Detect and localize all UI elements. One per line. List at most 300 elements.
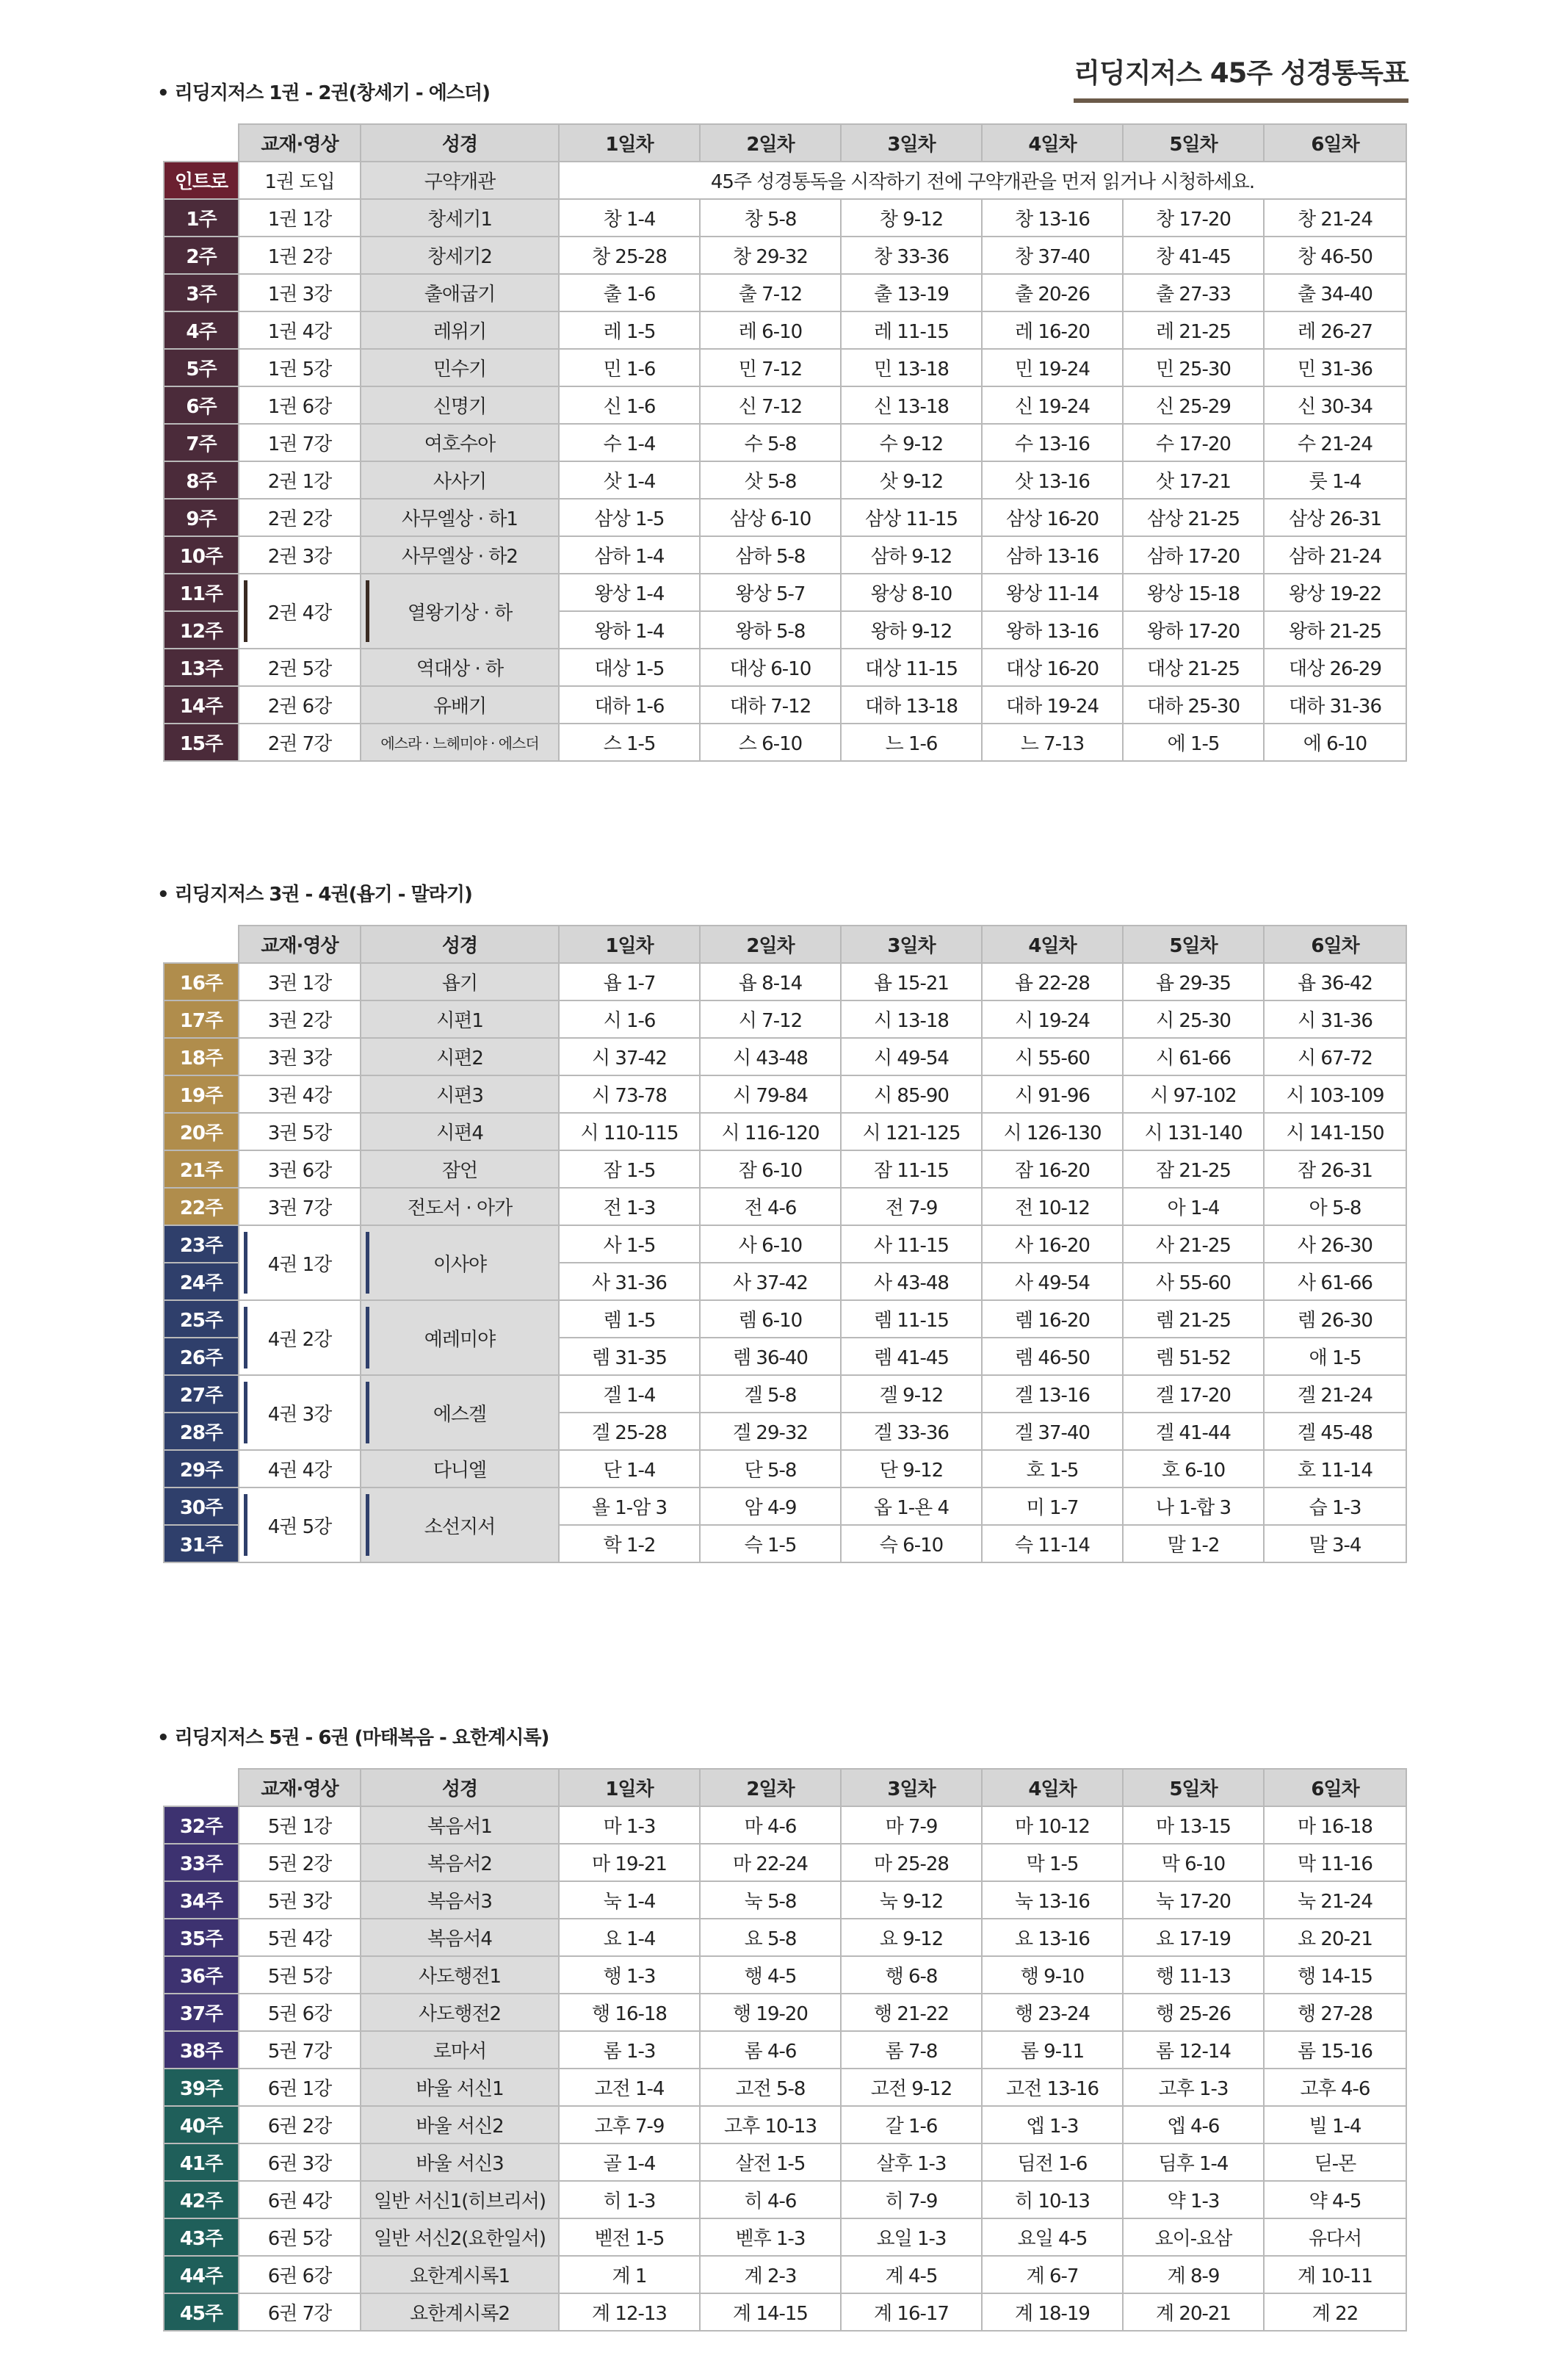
- table-row: [164, 1113, 1406, 1150]
- day-reading-4: 시 91-96: [982, 1075, 1123, 1113]
- lesson-text: 4권 2강: [267, 1328, 332, 1351]
- day-reading-6: 창 21-24: [1264, 199, 1406, 237]
- bible-cell: [361, 2256, 559, 2293]
- day-reading-1: 렘 31-35: [559, 1338, 700, 1375]
- week-label: 44주: [164, 2256, 239, 2293]
- day-reading-4: 느 7-13: [982, 724, 1123, 761]
- day-reading-4: 막 1-5: [982, 1844, 1123, 1881]
- day-reading-4: 출 20-26: [982, 274, 1123, 311]
- bible-cell: [361, 1450, 559, 1488]
- day-reading-5: 호 6-10: [1123, 1450, 1264, 1488]
- day-reading-4: 신 19-24: [982, 386, 1123, 424]
- day-reading-1: 마 19-21: [559, 1844, 700, 1881]
- day-reading-1: 창 1-4: [559, 199, 700, 237]
- day-reading-3: 삿 9-12: [841, 461, 982, 499]
- day-reading-5: 요이-요삼: [1123, 2218, 1264, 2256]
- column-header: 5일차: [1123, 1769, 1264, 1806]
- table-row: [164, 574, 1406, 611]
- title-underline: [1074, 98, 1408, 103]
- header-row: [164, 124, 1406, 162]
- column-header: 2일차: [700, 124, 841, 162]
- day-reading-4: 시 126-130: [982, 1113, 1123, 1150]
- day-reading-5: 대상 21-25: [1123, 649, 1264, 686]
- day-reading-6: 잠 26-31: [1264, 1150, 1406, 1188]
- day-reading-1: 사 1-5: [559, 1225, 700, 1263]
- lesson-text: 3권 5강: [267, 1122, 332, 1144]
- table-row: [164, 1919, 1406, 1956]
- day-reading-2: 겔 5-8: [700, 1375, 841, 1413]
- day-reading-5: 시 131-140: [1123, 1113, 1264, 1150]
- bible-text: 다니엘: [433, 1460, 487, 1482]
- day-reading-1: 눅 1-4: [559, 1881, 700, 1919]
- day-reading-6: 호 11-14: [1264, 1450, 1406, 1488]
- day-reading-5: 마 13-15: [1123, 1806, 1264, 1844]
- day-reading-3: 신 13-18: [841, 386, 982, 424]
- bible-text: 시편3: [436, 1085, 483, 1107]
- day-reading-4: 창 13-16: [982, 199, 1123, 237]
- day-reading-5: 출 27-33: [1123, 274, 1264, 311]
- bible-text: 요한계시록1: [409, 2265, 510, 2287]
- merge-marker: [244, 580, 247, 642]
- week-label: 7주: [164, 424, 239, 461]
- table-row: [164, 2106, 1406, 2143]
- bible-text: 일반 서신2(요한일서): [373, 2228, 546, 2250]
- day-reading-5: 아 1-4: [1123, 1188, 1264, 1225]
- table-row: [164, 1375, 1406, 1413]
- day-reading-2: 욥 8-14: [700, 963, 841, 1000]
- lesson-cell: [239, 1919, 361, 1956]
- lesson-text: 3권 7강: [267, 1197, 332, 1219]
- column-header: 1일차: [559, 926, 700, 963]
- bible-text: 창세기1: [427, 209, 492, 231]
- day-reading-6: 요 20-21: [1264, 1919, 1406, 1956]
- day-reading-5: 창 41-45: [1123, 237, 1264, 274]
- week-label: 36주: [164, 1956, 239, 1994]
- week-label: 5주: [164, 349, 239, 386]
- table-row: [164, 1956, 1406, 1994]
- column-header: 4일차: [982, 926, 1123, 963]
- day-reading-6: 아 5-8: [1264, 1188, 1406, 1225]
- day-reading-1: 창 25-28: [559, 237, 700, 274]
- day-reading-3: 창 33-36: [841, 237, 982, 274]
- day-reading-6: 약 4-5: [1264, 2181, 1406, 2218]
- column-header: 6일차: [1264, 926, 1406, 963]
- week-label: 31주: [164, 1525, 239, 1562]
- day-reading-1: 행 1-3: [559, 1956, 700, 1994]
- day-reading-6: 신 30-34: [1264, 386, 1406, 424]
- day-reading-3: 시 85-90: [841, 1075, 982, 1113]
- week-label: 30주: [164, 1488, 239, 1525]
- lesson-text: 1권 6강: [267, 396, 332, 418]
- day-reading-2: 계 14-15: [700, 2293, 841, 2331]
- day-reading-1: 대상 1-5: [559, 649, 700, 686]
- day-reading-6: 애 1-5: [1264, 1338, 1406, 1375]
- day-reading-2: 신 7-12: [700, 386, 841, 424]
- day-reading-2: 계 2-3: [700, 2256, 841, 2293]
- day-reading-2: 삼하 5-8: [700, 536, 841, 574]
- day-reading-1: 왕상 1-4: [559, 574, 700, 611]
- day-reading-2: 대상 6-10: [700, 649, 841, 686]
- bible-cell: [361, 686, 559, 724]
- bible-cell: [361, 162, 559, 199]
- day-reading-5: 에 1-5: [1123, 724, 1264, 761]
- day-reading-5: 창 17-20: [1123, 199, 1264, 237]
- table-row: [164, 1844, 1406, 1881]
- week-label: 15주: [164, 724, 239, 761]
- day-reading-5: 나 1-합 3: [1123, 1488, 1264, 1525]
- day-reading-6: 겔 21-24: [1264, 1375, 1406, 1413]
- column-header: 2일차: [700, 1769, 841, 1806]
- day-reading-3: 삼하 9-12: [841, 536, 982, 574]
- table-row: [164, 499, 1406, 536]
- bible-text: 예레미야: [424, 1328, 496, 1351]
- week-label: 9주: [164, 499, 239, 536]
- lesson-cell: [239, 349, 361, 386]
- bible-cell: [361, 1075, 559, 1113]
- day-reading-6: 딛-몬: [1264, 2143, 1406, 2181]
- day-reading-3: 요일 1-3: [841, 2218, 982, 2256]
- day-reading-2: 시 79-84: [700, 1075, 841, 1113]
- day-reading-6: 삼하 21-24: [1264, 536, 1406, 574]
- day-reading-4: 시 19-24: [982, 1000, 1123, 1038]
- lesson-text: 1권 3강: [267, 284, 332, 306]
- day-reading-1: 신 1-6: [559, 386, 700, 424]
- day-reading-6: 유다서: [1264, 2218, 1406, 2256]
- week-label: 39주: [164, 2069, 239, 2106]
- reading-table-books-1-2: [163, 123, 1407, 762]
- bible-cell: [361, 1150, 559, 1188]
- day-reading-4: 삼하 13-16: [982, 536, 1123, 574]
- bible-text: 유배기: [433, 696, 487, 718]
- day-reading-1: 학 1-2: [559, 1525, 700, 1562]
- lesson-cell: [239, 311, 361, 349]
- lesson-cell: [239, 2143, 361, 2181]
- document-title: 리딩지저스 45주 성경통독표: [1074, 57, 1408, 89]
- day-reading-4: 눅 13-16: [982, 1881, 1123, 1919]
- day-reading-1: 출 1-6: [559, 274, 700, 311]
- lesson-text: 4권 1강: [267, 1253, 332, 1276]
- bible-text: 복음서2: [427, 1853, 492, 1875]
- bible-cell: [361, 311, 559, 349]
- week-label: 45주: [164, 2293, 239, 2331]
- table-row: [164, 2181, 1406, 2218]
- table-row: [164, 162, 1406, 199]
- day-reading-3: 슥 6-10: [841, 1525, 982, 1562]
- day-reading-3: 시 49-54: [841, 1038, 982, 1075]
- bible-cell: [361, 461, 559, 499]
- day-reading-2: 민 7-12: [700, 349, 841, 386]
- day-reading-5: 고후 1-3: [1123, 2069, 1264, 2106]
- day-reading-1: 겔 1-4: [559, 1375, 700, 1413]
- day-reading-6: 말 3-4: [1264, 1525, 1406, 1562]
- day-reading-6: 왕상 19-22: [1264, 574, 1406, 611]
- intro-notice: 45주 성경통독을 시작하기 전에 구약개관을 먼저 읽거나 시청하세요.: [559, 162, 1406, 199]
- lesson-text: 5권 4강: [267, 1928, 332, 1950]
- table-row: [164, 2069, 1406, 2106]
- day-reading-4: 대상 16-20: [982, 649, 1123, 686]
- bible-text: 사무엘상 · 하2: [402, 546, 518, 568]
- day-reading-2: 마 22-24: [700, 1844, 841, 1881]
- lesson-text: 6권 5강: [267, 2228, 332, 2250]
- column-header: 성경: [361, 124, 559, 162]
- lesson-cell: [239, 2218, 361, 2256]
- day-reading-1: 고전 1-4: [559, 2069, 700, 2106]
- week-label: 34주: [164, 1881, 239, 1919]
- bible-text: 사도행전2: [418, 2003, 501, 2025]
- day-reading-4: 삼상 16-20: [982, 499, 1123, 536]
- day-reading-6: 계 22: [1264, 2293, 1406, 2331]
- day-reading-3: 대상 11-15: [841, 649, 982, 686]
- week-label: 14주: [164, 686, 239, 724]
- bible-text: 바울 서신3: [416, 2153, 504, 2175]
- bible-cell: [361, 1225, 559, 1300]
- day-reading-2: 창 5-8: [700, 199, 841, 237]
- day-reading-4: 딤전 1-6: [982, 2143, 1123, 2181]
- day-reading-1: 전 1-3: [559, 1188, 700, 1225]
- lesson-cell: [239, 1225, 361, 1300]
- lesson-cell: [239, 424, 361, 461]
- day-reading-3: 왕상 8-10: [841, 574, 982, 611]
- week-label: 23주: [164, 1225, 239, 1263]
- day-reading-3: 욥 15-21: [841, 963, 982, 1000]
- table-row: [164, 686, 1406, 724]
- column-header: 성경: [361, 1769, 559, 1806]
- day-reading-5: 렘 21-25: [1123, 1300, 1264, 1338]
- day-reading-5: 약 1-3: [1123, 2181, 1264, 2218]
- day-reading-3: 렘 11-15: [841, 1300, 982, 1338]
- day-reading-3: 느 1-6: [841, 724, 982, 761]
- bible-cell: [361, 1188, 559, 1225]
- table-row: [164, 1075, 1406, 1113]
- week-label: 35주: [164, 1919, 239, 1956]
- day-reading-2: 시 7-12: [700, 1000, 841, 1038]
- day-reading-4: 히 10-13: [982, 2181, 1123, 2218]
- day-reading-4: 대하 19-24: [982, 686, 1123, 724]
- lesson-text: 4권 3강: [267, 1403, 332, 1426]
- header-row: [164, 1769, 1406, 1806]
- bible-cell: [361, 1844, 559, 1881]
- table-row: [164, 386, 1406, 424]
- day-reading-3: 고전 9-12: [841, 2069, 982, 2106]
- day-reading-4: 삿 13-16: [982, 461, 1123, 499]
- bible-text: 여호수아: [424, 433, 496, 455]
- day-reading-5: 시 61-66: [1123, 1038, 1264, 1075]
- lesson-text: 1권 1강: [267, 209, 332, 231]
- bible-cell: [361, 1994, 559, 2031]
- bible-cell: [361, 274, 559, 311]
- day-reading-6: 시 67-72: [1264, 1038, 1406, 1075]
- bible-cell: [361, 1300, 559, 1375]
- day-reading-2: 렘 36-40: [700, 1338, 841, 1375]
- lesson-text: 2권 4강: [267, 602, 332, 624]
- week-label: 10주: [164, 536, 239, 574]
- lesson-cell: [239, 1000, 361, 1038]
- day-reading-4: 왕하 13-16: [982, 611, 1123, 649]
- lesson-text: 5권 6강: [267, 2003, 332, 2025]
- lesson-cell: [239, 649, 361, 686]
- merge-marker: [244, 1494, 247, 1556]
- table-row: [164, 1038, 1406, 1075]
- week-label: 41주: [164, 2143, 239, 2181]
- lesson-text: 1권 7강: [267, 433, 332, 455]
- day-reading-5: 행 11-13: [1123, 1956, 1264, 1994]
- day-reading-1: 욥 1-7: [559, 963, 700, 1000]
- bible-cell: [361, 963, 559, 1000]
- day-reading-1: 삿 1-4: [559, 461, 700, 499]
- lesson-text: 3권 1강: [267, 973, 332, 995]
- bible-text: 시편1: [436, 1010, 483, 1032]
- lesson-cell: [239, 1806, 361, 1844]
- bible-cell: [361, 2069, 559, 2106]
- day-reading-6: 왕하 21-25: [1264, 611, 1406, 649]
- day-reading-3: 왕하 9-12: [841, 611, 982, 649]
- day-reading-2: 삼상 6-10: [700, 499, 841, 536]
- bible-text: 바울 서신1: [416, 2078, 504, 2100]
- lesson-cell: [239, 386, 361, 424]
- day-reading-2: 요 5-8: [700, 1919, 841, 1956]
- table-row: [164, 649, 1406, 686]
- bible-cell: [361, 1806, 559, 1844]
- day-reading-2: 롬 4-6: [700, 2031, 841, 2069]
- day-reading-5: 왕상 15-18: [1123, 574, 1264, 611]
- day-reading-4: 잠 16-20: [982, 1150, 1123, 1188]
- day-reading-3: 행 21-22: [841, 1994, 982, 2031]
- bible-text: 열왕기상 · 하: [407, 602, 513, 624]
- bible-cell: [361, 2181, 559, 2218]
- day-reading-5: 수 17-20: [1123, 424, 1264, 461]
- lesson-cell: [239, 1113, 361, 1150]
- bible-cell: [361, 424, 559, 461]
- column-header: 2일차: [700, 926, 841, 963]
- bible-cell: [361, 1881, 559, 1919]
- day-reading-3: 옵 1-욘 4: [841, 1488, 982, 1525]
- day-reading-1: 겔 25-28: [559, 1413, 700, 1450]
- day-reading-6: 시 103-109: [1264, 1075, 1406, 1113]
- day-reading-3: 겔 9-12: [841, 1375, 982, 1413]
- day-reading-1: 단 1-4: [559, 1450, 700, 1488]
- header-corner: [164, 124, 239, 162]
- table-row: [164, 461, 1406, 499]
- day-reading-5: 계 8-9: [1123, 2256, 1264, 2293]
- bible-text: 민수기: [433, 358, 487, 381]
- day-reading-5: 왕하 17-20: [1123, 611, 1264, 649]
- day-reading-5: 렘 51-52: [1123, 1338, 1264, 1375]
- day-reading-3: 사 11-15: [841, 1225, 982, 1263]
- lesson-cell: [239, 2293, 361, 2331]
- lesson-cell: [239, 1075, 361, 1113]
- lesson-text: 2권 6강: [267, 696, 332, 718]
- lesson-text: 5권 3강: [267, 1891, 332, 1913]
- day-reading-2: 사 37-42: [700, 1263, 841, 1300]
- table-row: [164, 2031, 1406, 2069]
- day-reading-2: 삿 5-8: [700, 461, 841, 499]
- bible-text: 로마서: [433, 2041, 487, 2063]
- column-header: 3일차: [841, 926, 982, 963]
- day-reading-2: 사 6-10: [700, 1225, 841, 1263]
- bible-text: 전도서 · 아가: [407, 1197, 513, 1219]
- day-reading-6: 레 26-27: [1264, 311, 1406, 349]
- day-reading-5: 신 25-29: [1123, 386, 1264, 424]
- table-row: [164, 1994, 1406, 2031]
- day-reading-6: 계 10-11: [1264, 2256, 1406, 2293]
- lesson-cell: [239, 1150, 361, 1188]
- day-reading-4: 겔 13-16: [982, 1375, 1123, 1413]
- column-header: 성경: [361, 926, 559, 963]
- reading-table-books-3-4: [163, 925, 1407, 1563]
- day-reading-3: 민 13-18: [841, 349, 982, 386]
- lesson-text: 2권 7강: [267, 733, 332, 755]
- lesson-text: 5권 7강: [267, 2041, 332, 2063]
- bible-text: 레위기: [433, 321, 487, 343]
- reading-table-books-5-6: [163, 1768, 1407, 2332]
- bible-cell: [361, 1113, 559, 1150]
- bible-text: 창세기2: [427, 246, 492, 268]
- day-reading-3: 계 4-5: [841, 2256, 982, 2293]
- lesson-text: 3권 6강: [267, 1160, 332, 1182]
- week-label: 43주: [164, 2218, 239, 2256]
- lesson-cell: [239, 2031, 361, 2069]
- bible-cell: [361, 724, 559, 761]
- bible-cell: [361, 499, 559, 536]
- bible-text: 사사기: [433, 471, 487, 493]
- day-reading-4: 사 49-54: [982, 1263, 1123, 1300]
- day-reading-1: 사 31-36: [559, 1263, 700, 1300]
- bible-cell: [361, 1919, 559, 1956]
- day-reading-2: 고전 5-8: [700, 2069, 841, 2106]
- day-reading-5: 겔 41-44: [1123, 1413, 1264, 1450]
- lesson-cell: [239, 1881, 361, 1919]
- bible-text: 시편2: [436, 1047, 483, 1070]
- week-label: 3주: [164, 274, 239, 311]
- day-reading-6: 마 16-18: [1264, 1806, 1406, 1844]
- lesson-cell: [239, 963, 361, 1000]
- day-reading-4: 계 18-19: [982, 2293, 1123, 2331]
- bible-cell: [361, 1375, 559, 1450]
- day-reading-5: 엡 4-6: [1123, 2106, 1264, 2143]
- table-row: [164, 1450, 1406, 1488]
- day-reading-3: 잠 11-15: [841, 1150, 982, 1188]
- day-reading-1: 마 1-3: [559, 1806, 700, 1844]
- day-reading-4: 레 16-20: [982, 311, 1123, 349]
- column-header: 5일차: [1123, 926, 1264, 963]
- day-reading-5: 대하 25-30: [1123, 686, 1264, 724]
- week-label: 8주: [164, 461, 239, 499]
- day-reading-2: 행 19-20: [700, 1994, 841, 2031]
- day-reading-6: 빌 1-4: [1264, 2106, 1406, 2143]
- day-reading-2: 암 4-9: [700, 1488, 841, 1525]
- bible-text: 출애굽기: [424, 284, 496, 306]
- day-reading-6: 습 1-3: [1264, 1488, 1406, 1525]
- bible-text: 시편4: [436, 1122, 483, 1144]
- day-reading-5: 눅 17-20: [1123, 1881, 1264, 1919]
- bible-text: 소선지서: [424, 1515, 496, 1538]
- day-reading-6: 겔 45-48: [1264, 1413, 1406, 1450]
- day-reading-5: 말 1-2: [1123, 1525, 1264, 1562]
- day-reading-6: 출 34-40: [1264, 274, 1406, 311]
- day-reading-4: 사 16-20: [982, 1225, 1123, 1263]
- day-reading-5: 행 25-26: [1123, 1994, 1264, 2031]
- day-reading-1: 삼상 1-5: [559, 499, 700, 536]
- bible-text: 복음서1: [427, 1816, 492, 1838]
- day-reading-2: 창 29-32: [700, 237, 841, 274]
- day-reading-3: 수 9-12: [841, 424, 982, 461]
- column-header: 1일차: [559, 124, 700, 162]
- week-label: 12주: [164, 611, 239, 649]
- day-reading-3: 마 25-28: [841, 1844, 982, 1881]
- day-reading-6: 삼상 26-31: [1264, 499, 1406, 536]
- column-header: 5일차: [1123, 124, 1264, 162]
- day-reading-3: 눅 9-12: [841, 1881, 982, 1919]
